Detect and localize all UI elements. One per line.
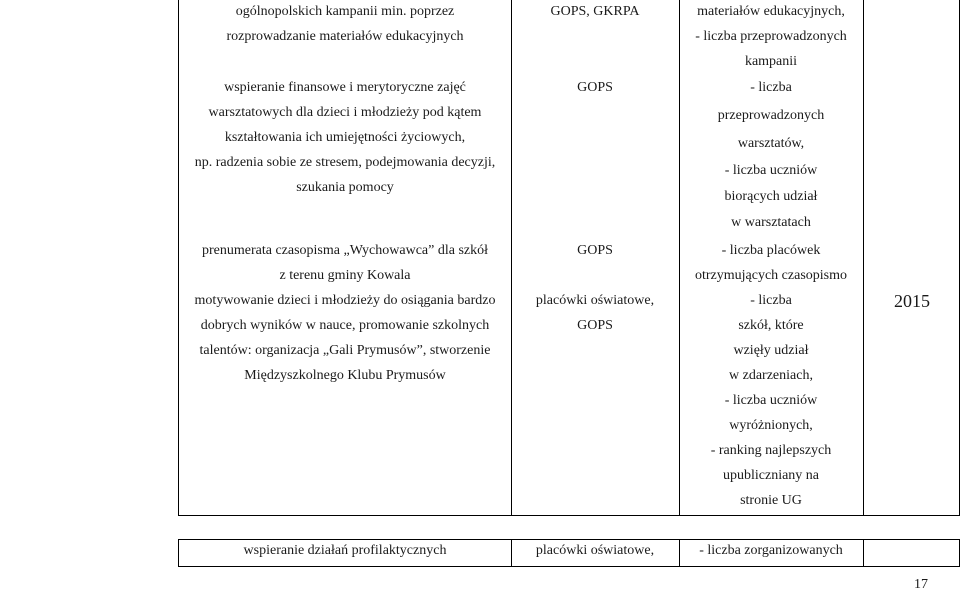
row1-responsible: GOPS, GKRPA (550, 4, 640, 19)
row4-indicator-line8: upubliczniany na (722, 468, 820, 483)
bottom-row-task: wspieranie działań profilaktycznych (243, 543, 447, 558)
row4-indicator-line5: - liczba uczniów (724, 393, 818, 408)
row3-task-line2: z terenu gminy Kowala (279, 268, 411, 283)
row4-indicator-line1: - liczba (750, 293, 792, 308)
bottom-table-left (178, 539, 179, 567)
page-number: 17 (914, 577, 928, 592)
bottom-table-col4 (863, 539, 864, 567)
row2-responsible: GOPS (577, 80, 613, 95)
bottom-table-top (178, 539, 960, 540)
row3-task-line1: prenumerata czasopisma „Wychowawca” dla szkół (201, 243, 489, 258)
row1-indicator-line2: - liczba przeprowadzonych (695, 29, 847, 44)
row1-indicator-line1: materiałów edukacyjnych, (697, 4, 845, 19)
row1-indicator-line3: kampanii (744, 54, 798, 69)
row4-task-line1: motywowanie dzieci i młodzieży do osiągania bardzo (194, 293, 496, 308)
row2-indicator-line1: - liczba (750, 80, 792, 95)
row2-indicator-line3: warsztatów, (737, 136, 805, 151)
row4-indicator-line4: w zdarzeniach, (729, 368, 813, 383)
row2-task-line5: szukania pomocy (296, 180, 394, 195)
row1-task-line1: ogólnopolskich kampanii min. poprzez (235, 4, 455, 19)
row4-indicator-line2: szkół, które (738, 318, 804, 333)
row4-responsible-line2: GOPS (577, 318, 613, 333)
row4-year: 2015 (894, 291, 930, 311)
row2-task-line2: warsztatowych dla dzieci i młodzieży pod kątem (208, 105, 482, 120)
bottom-row-responsible: placówki oświatowe, (535, 543, 655, 558)
row2-indicator-line6: w warsztatach (731, 215, 811, 230)
row4-task-line2: dobrych wyników w nauce, promowanie szkolnych (200, 318, 490, 333)
row3-indicator-line2: otrzymujących czasopismo (694, 268, 847, 283)
row2-task-line3: kształtowania ich umiejętności życiowych, (224, 130, 466, 145)
row2-indicator-line4: - liczba uczniów (724, 163, 818, 178)
bottom-table-bottom (178, 566, 960, 567)
row1-task-line2: rozprowadzanie materiałów edukacyjnych (226, 29, 464, 44)
row4-indicator-line6: wyróżnionych, (729, 418, 813, 433)
table-border-bottom (178, 515, 960, 516)
row2-task-line4: np. radzenia sobie ze stresem, podejmowania decyzji, (194, 155, 496, 170)
row4-indicator-line3: wzięły udział (733, 343, 809, 358)
row4-indicator-line7: - ranking najlepszych (710, 443, 832, 458)
row4-task-line3: talentów: organizacja „Gali Prymusów”, stworzenie (199, 343, 491, 358)
row4-task-line4: Międzyszkolnego Klubu Prymusów (244, 368, 446, 383)
row2-task-line1: wspieranie finansowe i merytoryczne zajęć (224, 80, 466, 95)
row3-indicator-line1: - liczba placówek (721, 243, 821, 258)
table-border-col4 (863, 0, 864, 516)
bottom-row-indicator: - liczba zorganizowanych (699, 543, 843, 558)
table-border-left (178, 0, 179, 516)
row4-responsible-line1: placówki oświatowe, (535, 293, 655, 308)
row2-indicator-line5: biorących udział (724, 189, 818, 204)
row2-indicator-line2: przeprowadzonych (717, 108, 825, 123)
row4-indicator-line9: stronie UG (740, 493, 802, 508)
row3-responsible: GOPS (577, 243, 613, 258)
